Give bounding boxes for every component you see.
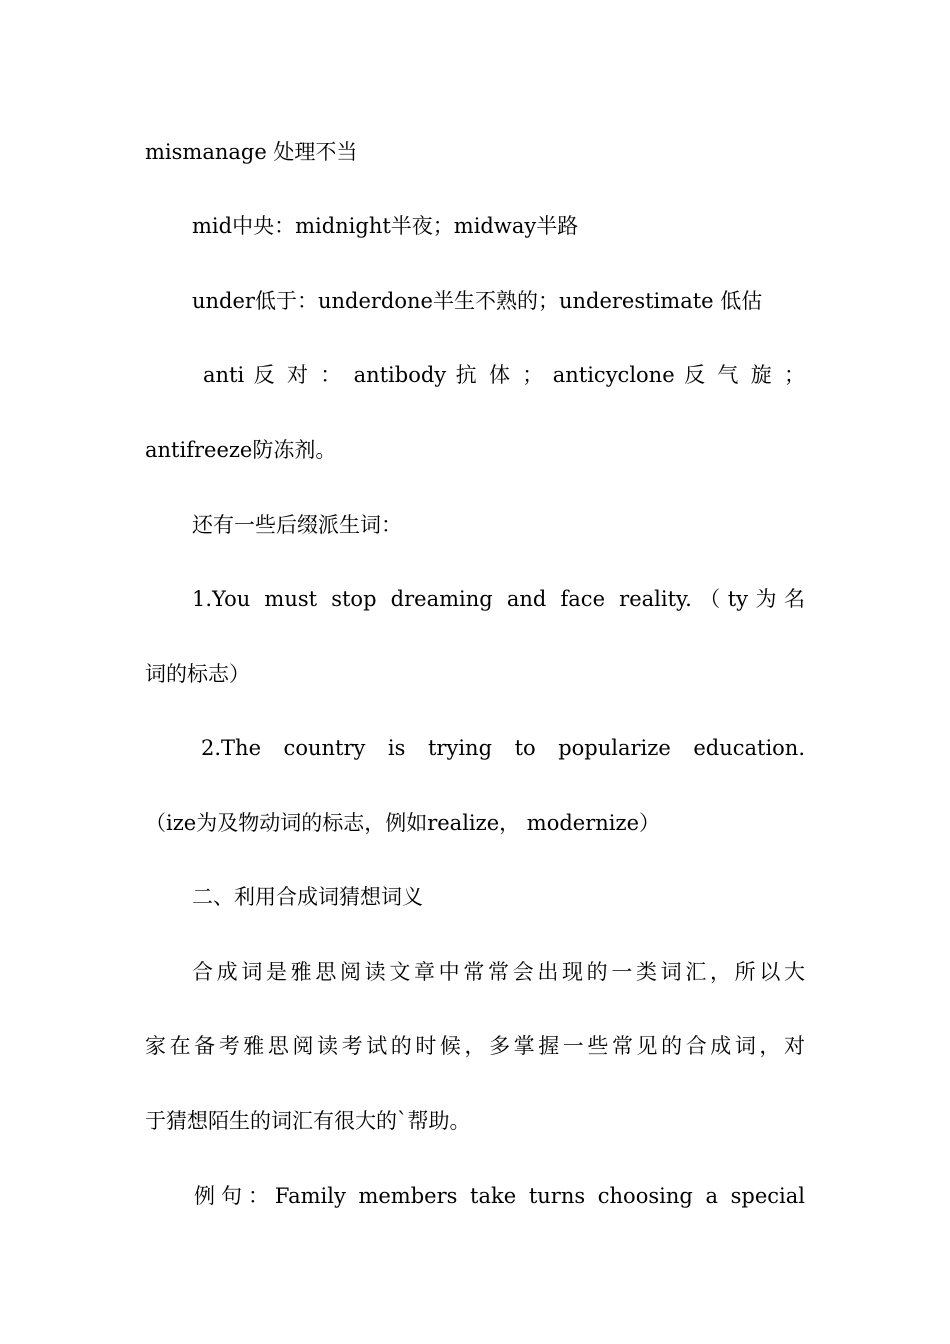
text-line-anti-prefix: anti 反 对 ： antibody 抗 体 ； anticyclone 反 气 旋 ； bbox=[203, 363, 805, 387]
text-line-compound-para-3: 于猜想陌生的词汇有很大的`帮助。 bbox=[145, 1109, 471, 1133]
section-heading-compound-words: 二、利用合成词猜想词义 bbox=[192, 885, 423, 909]
text-line-antifreeze: antifreeze防冻剂。 bbox=[145, 438, 337, 462]
text-line-example-1: 1.You must stop dreaming and face reality.（ty为名 bbox=[192, 587, 805, 611]
text-line-suffix-intro: 还有一些后缀派生词： bbox=[192, 513, 402, 537]
text-line-example-2-cont: （ize为及物动词的标志，例如realize， modernize） bbox=[145, 811, 660, 835]
text-line-compound-para-1: 合成词是雅思阅读文章中常常会出现的一类词汇，所以大 bbox=[192, 960, 805, 984]
text-line-compound-para-2: 家在备考雅思阅读考试的时候，多掌握一些常见的合成词，对 bbox=[145, 1034, 805, 1058]
text-line-mid-prefix: mid中央：midnight半夜；midway半路 bbox=[192, 214, 579, 238]
text-line-example-sentence: 例句：Family members take turns choosing a special bbox=[194, 1184, 805, 1208]
text-line-example-2: 2.The country is trying to popularize education. bbox=[201, 736, 805, 760]
text-line-example-1-cont: 词的标志） bbox=[145, 662, 250, 686]
text-line-under-prefix: under低于：underdone半生不熟的；underestimate 低估 bbox=[192, 289, 763, 313]
text-line-mismanage: mismanage 处理不当 bbox=[145, 140, 358, 164]
